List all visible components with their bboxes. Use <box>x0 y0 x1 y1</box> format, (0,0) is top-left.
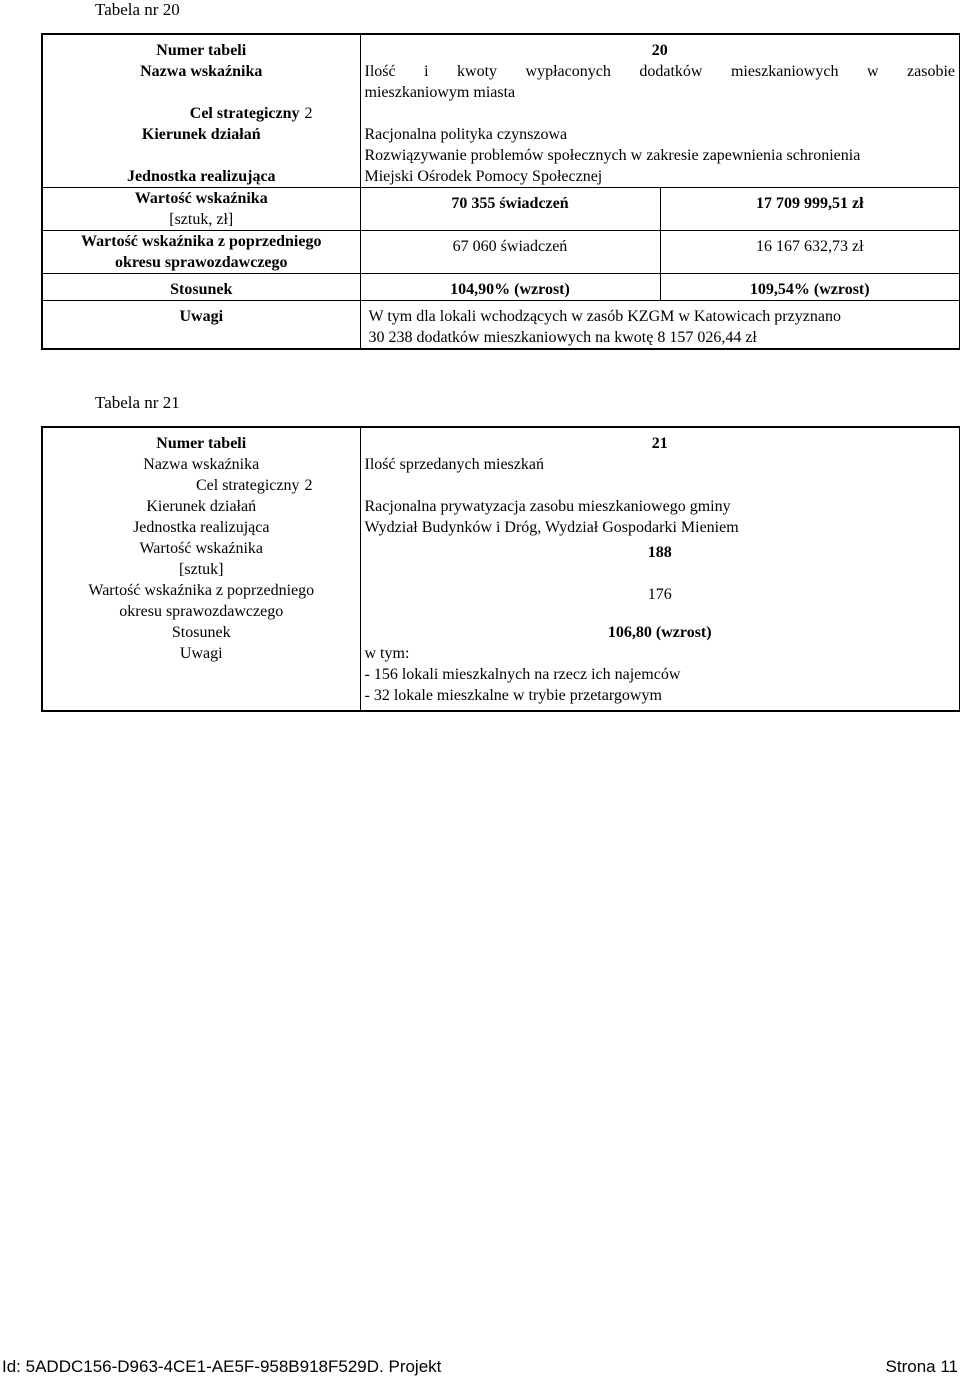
uwagi-line-2: 30 238 dodatków mieszkaniowych na kwotę 8 157 026,44 zł <box>368 329 757 346</box>
label-cel-strategiczny: Cel strategiczny <box>42 475 360 496</box>
label-uwagi: Uwagi <box>42 643 360 711</box>
row-jednostka-realizujaca <box>42 166 960 188</box>
label-wartosc-poprzednia <box>42 231 360 274</box>
table-20-caption: Tabela nr 20 <box>95 0 180 19</box>
row-cel-strategiczny <box>42 103 960 124</box>
row-kierunek-dzialan <box>42 124 960 166</box>
indicator-table-20 <box>41 33 960 350</box>
label-stosunek: Stosunek <box>42 622 360 643</box>
value-cel-strategiczny: 2 <box>304 105 313 122</box>
wartosc-label-1: Wartość wskaźnika <box>134 190 268 207</box>
row-numer-tabeli <box>42 34 960 61</box>
value-jednostka-realizujaca: Miejski Ośrodek Pomocy Społecznej <box>364 168 603 185</box>
label-jednostka-realizujaca: Jednostka realizująca <box>42 517 360 538</box>
kierunek-line-2: Rozwiązywanie problemów społecznych w zakresie zapewnienia schronienia <box>364 147 861 164</box>
row-nazwa-wskaznika <box>42 454 960 475</box>
poprzednia-value: 176 <box>647 586 672 603</box>
row-wartosc-wskaznika <box>42 538 960 580</box>
label-numer-tabeli: Numer tabeli <box>42 427 360 454</box>
row-stosunek <box>42 622 960 643</box>
wartosc-col-2: 17 709 999,51 zł <box>660 188 960 231</box>
value-kierunek-dzialan: Racjonalna prywatyzacja zasobu mieszkaniowego gminy <box>364 498 731 515</box>
poprzednia-label-1: Wartość wskaźnika z poprzedniego <box>81 233 322 250</box>
poprzednia-label-2: okresu sprawozdawczego <box>119 603 284 620</box>
row-cel-strategiczny <box>42 475 960 496</box>
label-kierunek-dzialan: Kierunek działań <box>42 124 360 166</box>
wartosc-label-2: [sztuk, zł] <box>169 211 234 228</box>
value-cel-strategiczny: 2 <box>304 477 313 494</box>
label-uwagi: Uwagi <box>42 301 360 350</box>
row-uwagi <box>42 643 960 711</box>
label-jednostka-realizujaca: Jednostka realizująca <box>42 166 360 188</box>
nazwa-line-2: mieszkaniowym miasta <box>364 84 516 101</box>
row-kierunek-dzialan <box>42 496 960 517</box>
uwagi-line-1: w tym: <box>364 645 410 662</box>
uwagi-line-2: - 156 lokali mieszkalnych na rzecz ich najemców <box>364 666 681 683</box>
row-stosunek <box>42 274 960 301</box>
value-numer-tabeli: 21 <box>651 435 668 452</box>
stosunek-col-1: 104,90% (wzrost) <box>360 274 660 301</box>
row-nazwa-wskaznika <box>42 61 960 103</box>
table-21-caption: Tabela nr 21 <box>95 393 180 412</box>
indicator-table-21 <box>41 426 960 712</box>
row-jednostka-realizujaca <box>42 517 960 538</box>
stosunek-value: 106,80 (wzrost) <box>607 624 712 641</box>
page-number: Strona 11 <box>885 1357 958 1376</box>
label-stosunek: Stosunek <box>42 274 360 301</box>
label-kierunek-dzialan: Kierunek działań <box>42 496 360 517</box>
row-wartosc-poprzednia <box>42 580 960 622</box>
label-wartosc-wskaznika <box>42 188 360 231</box>
poprzednia-label-2: okresu sprawozdawczego <box>114 254 288 271</box>
uwagi-line-1: W tym dla lokali wchodzących w zasób KZGM w Katowicach przyznano <box>368 308 841 325</box>
value-jednostka-realizujaca: Wydział Budynków i Dróg, Wydział Gospodarki Mieniem <box>364 519 739 536</box>
kierunek-line-1: Racjonalna polityka czynszowa <box>364 126 568 143</box>
label-numer-tabeli: Numer tabeli <box>42 34 360 61</box>
poprzednia-label-1: Wartość wskaźnika z poprzedniego <box>88 582 315 599</box>
uwagi-line-3: - 32 lokale mieszkalne w trybie przetargowym <box>364 687 662 704</box>
value-nazwa-wskaznika: Ilość sprzedanych mieszkań <box>364 456 544 473</box>
label-nazwa-wskaznika: Nazwa wskaźnika <box>42 61 360 103</box>
wartosc-value: 188 <box>647 544 672 561</box>
value-uwagi <box>360 301 960 350</box>
row-numer-tabeli <box>42 427 960 454</box>
page-footer <box>0 1357 960 1380</box>
wartosc-label-1: Wartość wskaźnika <box>139 540 264 557</box>
row-wartosc-wskaznika <box>42 188 960 231</box>
row-uwagi <box>42 301 960 350</box>
row-wartosc-poprzednia <box>42 231 960 274</box>
wartosc-col-1: 70 355 świadczeń <box>360 188 660 231</box>
label-wartosc-poprzednia <box>42 580 360 622</box>
value-numer-tabeli: 20 <box>651 42 668 59</box>
label-wartosc-wskaznika <box>42 538 360 580</box>
label-nazwa-wskaznika: Nazwa wskaźnika <box>42 454 360 475</box>
value-uwagi <box>360 643 960 711</box>
value-kierunek-dzialan <box>360 124 960 166</box>
wartosc-label-2: [sztuk] <box>179 561 224 578</box>
value-nazwa-wskaznika <box>360 61 960 103</box>
stosunek-col-2: 109,54% (wzrost) <box>660 274 960 301</box>
document-id: Id: 5ADDC156-D963-4CE1-AE5F-958B918F529D. Projekt <box>2 1357 442 1376</box>
poprzednia-col-2: 16 167 632,73 zł <box>660 231 960 274</box>
poprzednia-col-1: 67 060 świadczeń <box>360 231 660 274</box>
label-cel-strategiczny: Cel strategiczny <box>42 103 360 124</box>
nazwa-line-1: Ilość i kwoty wypłaconych dodatków mieszkaniowych w zasobie <box>364 63 955 80</box>
